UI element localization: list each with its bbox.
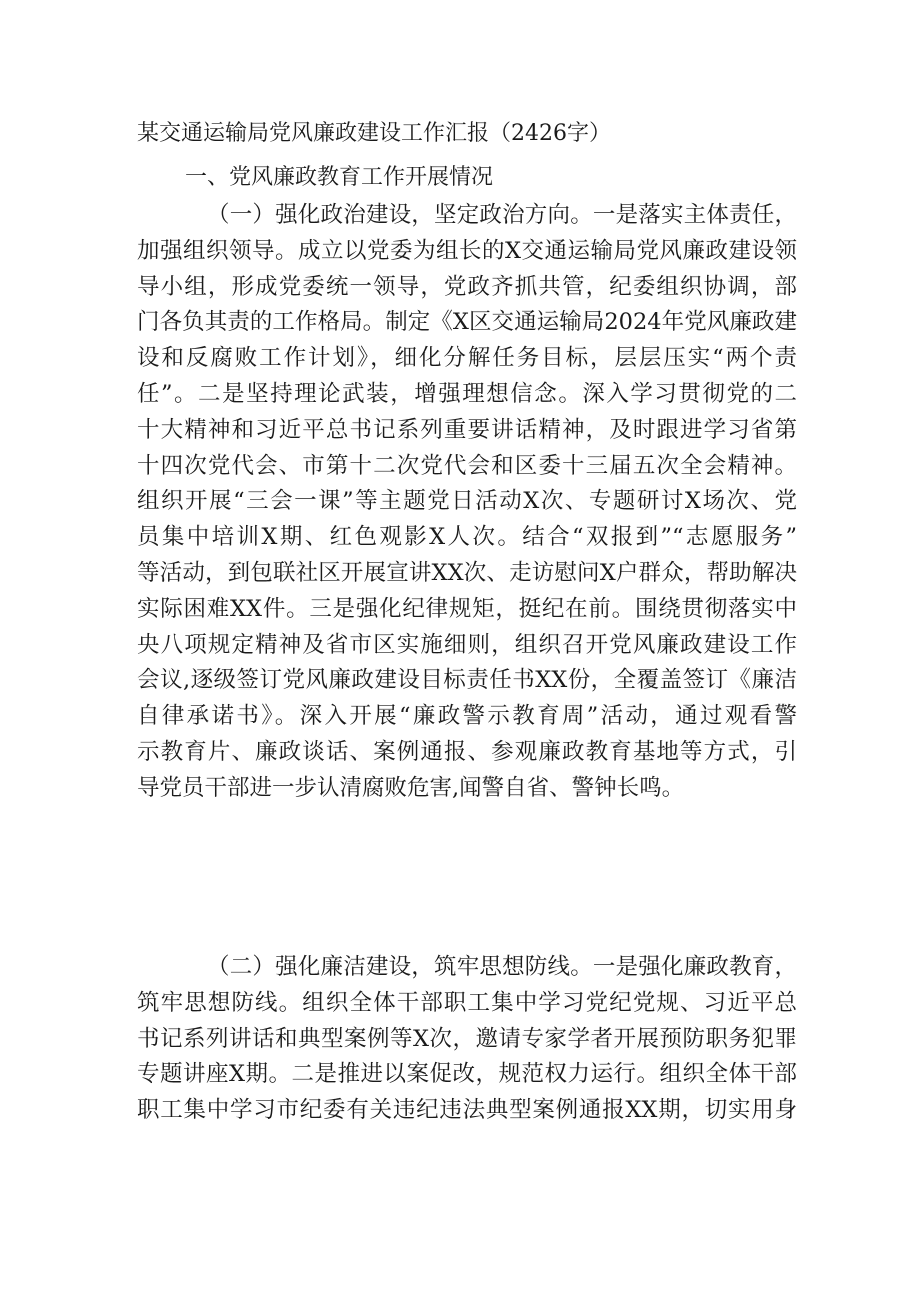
document-title: 某交通运输局党风廉政建设工作汇报（2426字） xyxy=(137,121,611,146)
paragraph-line: 书记系列讲话和典型案例等X次，邀请专家学者开展预防职务犯罪 xyxy=(137,1025,797,1052)
paragraph-line: 员集中培训X期、红色观影X人次。结合“双报到”“志愿服务” xyxy=(137,524,797,551)
paragraph-line: （二）强化廉洁建设，筑牢思想防线。一是强化廉政教育， xyxy=(207,954,797,980)
paragraph-line: 会议,逐级签订党风廉政建设目标责任书XX份，全覆盖签订《廉洁 xyxy=(137,667,797,694)
paragraph-line: 自律承诺书》。深入开展“廉政警示教育周”活动，通过观看警 xyxy=(137,703,797,730)
paragraph-line: 设和反腐败工作计划》，细化分解任务目标，层层压实“两个责 xyxy=(137,345,797,372)
paragraph-line: 任”。二是坚持理论武装，增强理想信念。深入学习贯彻党的二 xyxy=(137,380,797,407)
paragraph-1 xyxy=(137,198,797,807)
paragraph-line: 十大精神和习近平总书记系列重要讲话精神，及时跟进学习省第 xyxy=(137,416,797,443)
section-heading-1: 一、党风廉政教育工作开展情况 xyxy=(185,165,494,190)
paragraph-line: 专题讲座X期。二是推进以案促改，规范权力运行。组织全体干部 xyxy=(137,1061,797,1088)
paragraph-line: 央八项规定精神及省市区实施细则，组织召开党风廉政建设工作 xyxy=(137,631,797,658)
paragraph-line: （一）强化政治建设，坚定政治方向。一是落实主体责任， xyxy=(207,202,797,228)
paragraph-line: 示教育片、廉政谈话、案例通报、参观廉政教育基地等方式，引 xyxy=(137,738,797,765)
paragraph-line: 十四次党代会、市第十二次党代会和区委十三届五次全会精神。 xyxy=(137,452,797,479)
paragraph-line: 导小组，形成党委统一领导，党政齐抓共管，纪委组织协调，部 xyxy=(137,273,797,300)
paragraph-line: 等活动，到包联社区开展宣讲XX次、走访慰问X户群众，帮助解决 xyxy=(137,559,797,586)
paragraph-line: 门各负其责的工作格局。制定《X区交通运输局2024年党风廉政建 xyxy=(137,309,797,336)
paragraph-line: 加强组织领导。成立以党委为组长的X交通运输局党风廉政建设领 xyxy=(137,237,797,264)
paragraph-line: 职工集中学习市纪委有关违纪违法典型案例通报XX期，切实用身 xyxy=(137,1097,797,1124)
paragraph-line: 筑牢思想防线。组织全体干部职工集中学习党纪党规、习近平总 xyxy=(137,989,797,1016)
paragraph-line: 组织开展“三会一课”等主题党日活动X次、专题研讨X场次、党 xyxy=(137,488,797,515)
paragraph-line: 导党员干部进一步认清腐败危害,闻警自省、警钟长鸣。 xyxy=(137,774,685,801)
paragraph-line: 实际困难XX件。三是强化纪律规矩，挺纪在前。围绕贯彻落实中 xyxy=(137,595,797,622)
paragraph-2 xyxy=(137,950,797,1129)
